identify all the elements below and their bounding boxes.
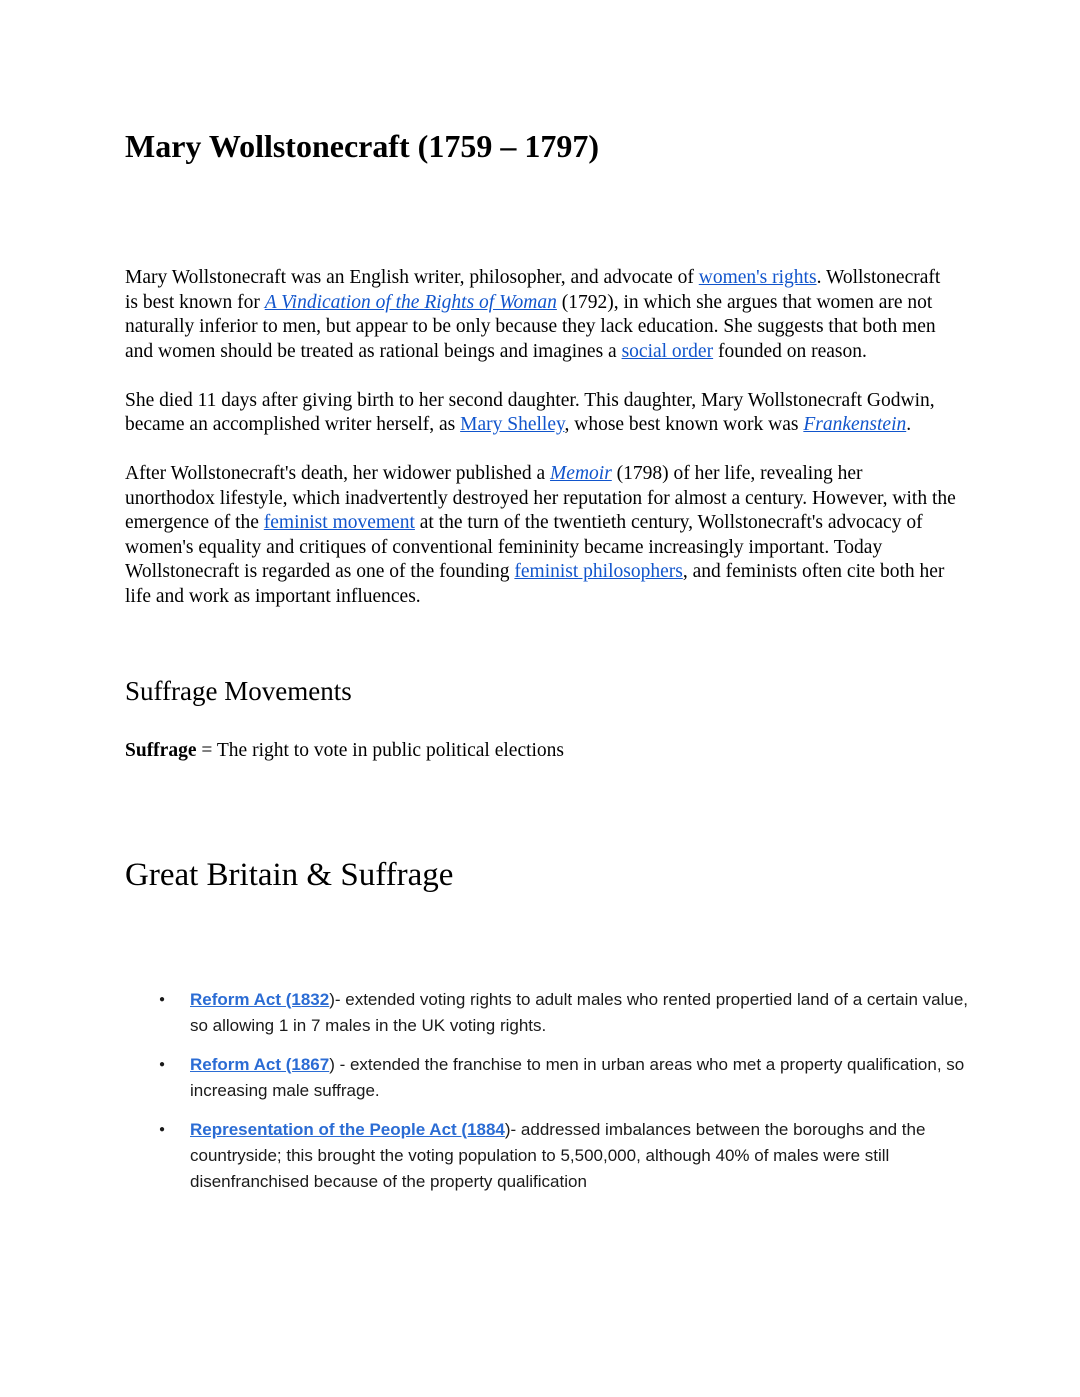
list-item-reform-act-1832	[125, 987, 985, 1039]
text-run: After Wollstonecraft's death, her widower published a	[125, 463, 551, 484]
suffrage-definition	[125, 739, 957, 764]
reform-acts-list	[125, 987, 985, 1195]
text-run: (1798) of her life, revealing her unorthodox lifestyle, which inadvertently destroyed her reputation for almost a century. However, with the emergence of the	[125, 463, 956, 533]
text-run: .	[906, 414, 912, 435]
list-item-representation-act-1884	[125, 1117, 985, 1195]
heading-suffrage-movements: Suffrage Movements	[125, 676, 352, 706]
text-run: )- extended voting rights to adult males who rented propertied land of a certain value, so allowing 1 in 7 males in the UK voting rights.	[190, 989, 969, 1035]
definition-term: Suffrage	[125, 740, 197, 761]
link-mary-shelley[interactable]: Mary Shelley	[460, 414, 565, 435]
list-item-text	[190, 1117, 985, 1195]
bullet-icon: ●	[159, 1123, 166, 1135]
text-run: )- addressed imbalances between the boroughs and the countryside; this brought the voting population to 5,500,000, although 40% of males were still disenfranchised because of the property qualification	[190, 1119, 926, 1191]
text-run: , and feminists often cite both her life and work as important influences.	[125, 561, 945, 607]
link-memoir[interactable]: Memoir	[550, 463, 612, 484]
link-frankenstein[interactable]: Frankenstein	[803, 414, 907, 435]
link-feminist-philosophers[interactable]: feminist philosophers	[514, 561, 683, 582]
bullet-icon: ●	[159, 993, 166, 1005]
link-representation-act-1884[interactable]: Representation of the People Act (1884	[190, 1119, 505, 1139]
list-item-text	[190, 1052, 985, 1104]
heading-great-britain-suffrage: Great Britain & Suffrage	[125, 856, 454, 893]
text-run: . Wollstonecraft is best known for	[125, 267, 941, 313]
bullet-icon: ●	[159, 1058, 166, 1070]
definition-text: = The right to vote in public political elections	[196, 740, 565, 761]
link-social-order[interactable]: social order	[621, 340, 714, 362]
link-reform-act-1832[interactable]: Reform Act (1832	[190, 989, 330, 1009]
death-paragraph	[125, 389, 957, 438]
text-run: founded on reason.	[713, 340, 867, 362]
legacy-paragraph	[125, 462, 957, 609]
intro-paragraph	[125, 266, 957, 364]
list-item-text	[190, 987, 985, 1039]
page-title: Mary Wollstonecraft (1759 – 1797)	[125, 128, 599, 164]
text-run: She died 11 days after giving birth to her second daughter. This daughter, Mary Wollstonecraft Godwin, became an accomplished writer herself, as	[125, 389, 935, 435]
list-item-reform-act-1867	[125, 1052, 985, 1104]
text-run: , whose best known work was	[564, 414, 804, 435]
link-reform-act-1867[interactable]: Reform Act (1867	[190, 1054, 330, 1074]
text-run: at the turn of the twentieth century, Wollstonecraft's advocacy of women's equality and critiques of conventional femininity became increasingly important. Today Wollstonecraft is regarded as one of the founding	[125, 512, 923, 582]
text-run: ) - extended the franchise to men in urban areas who met a property qualification, so increasing male suffrage.	[190, 1054, 965, 1100]
link-feminist-movement[interactable]: feminist movement	[263, 512, 415, 533]
link-womens-rights[interactable]: women's rights	[698, 267, 817, 288]
link-vindication[interactable]: A Vindication of the Rights of Woman	[264, 291, 557, 313]
text-run: Mary Wollstonecraft was an English writer, philosopher, and advocate of	[125, 267, 699, 288]
text-run: (1792), in which she argues that women are not naturally inferior to men, but appear to be only because they lack education. She suggests that both men and women should be treated as rational beings and imagines a	[125, 291, 936, 362]
